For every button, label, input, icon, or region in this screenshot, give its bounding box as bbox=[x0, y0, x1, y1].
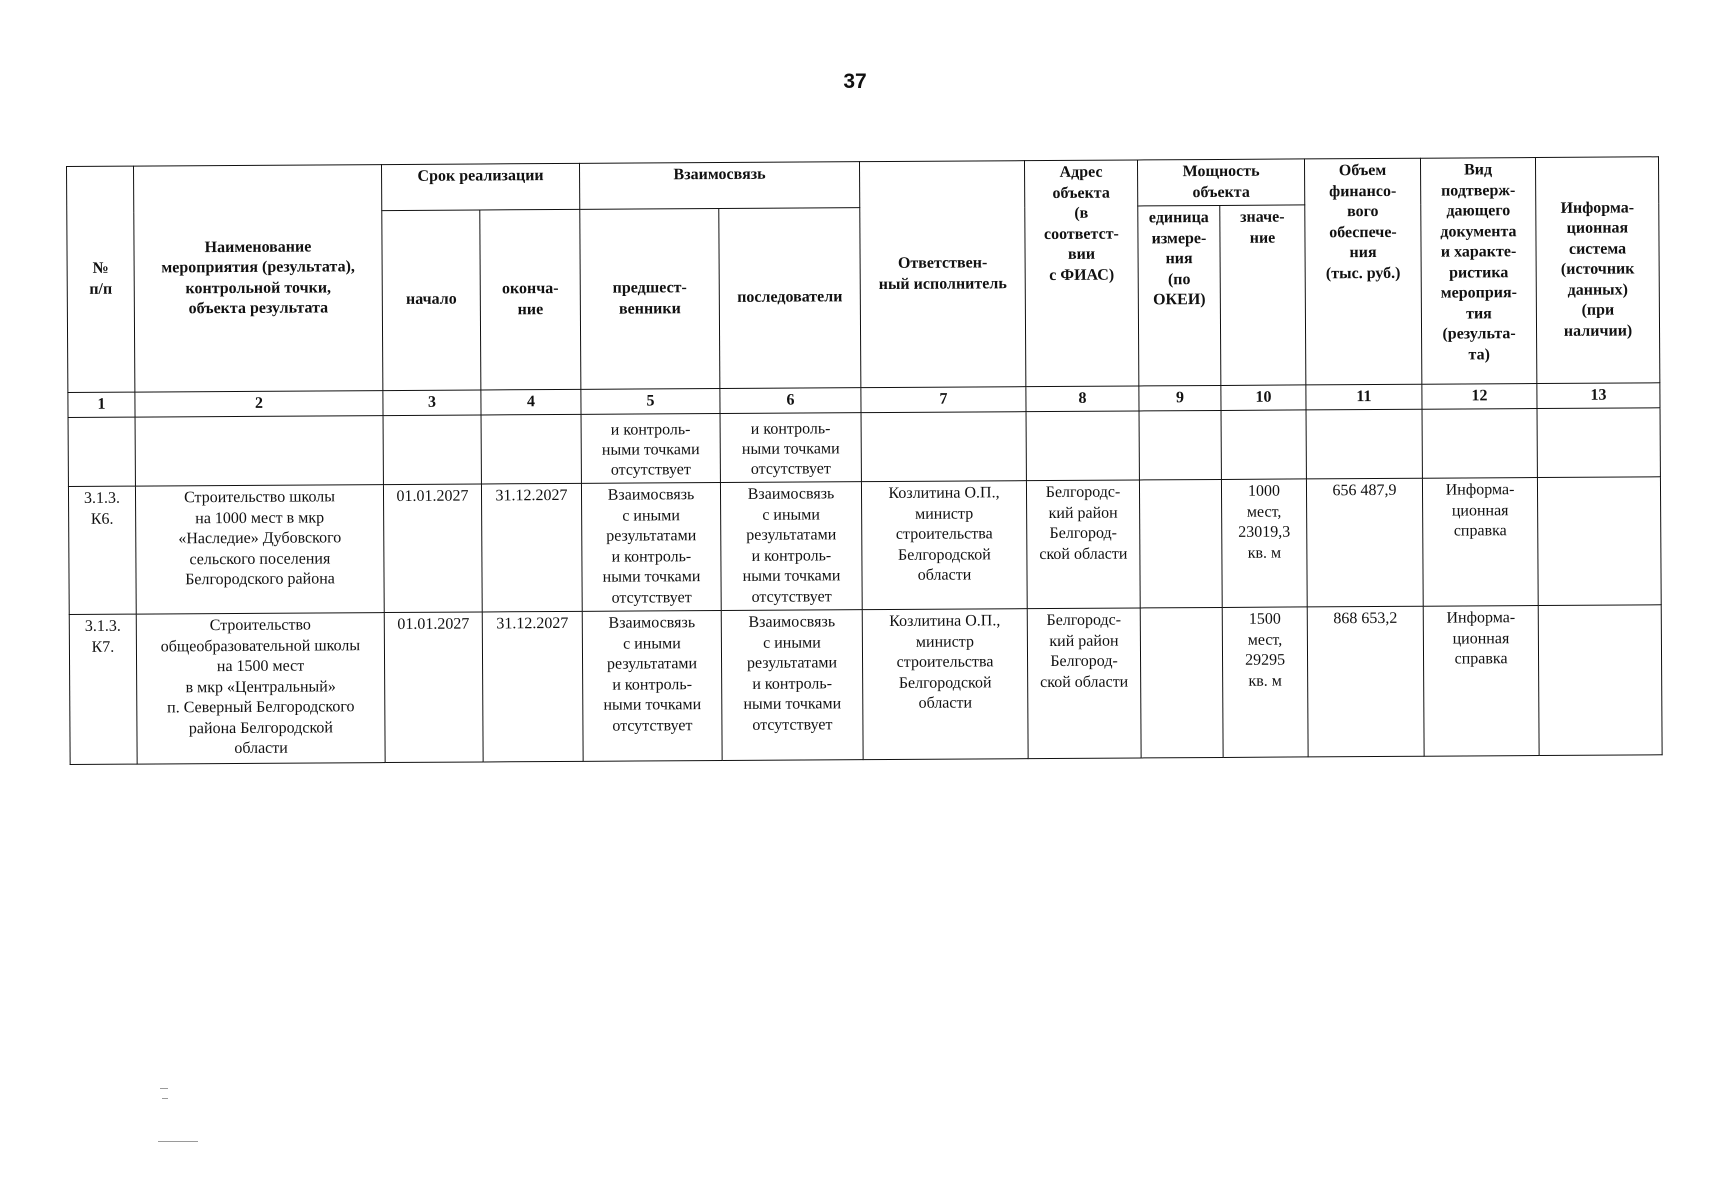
unit-cell bbox=[1140, 607, 1223, 757]
start-date-cell: 01.01.2027 bbox=[383, 484, 482, 613]
column-number: 11 bbox=[1306, 384, 1422, 410]
column-number: 3 bbox=[383, 390, 481, 416]
header-executor: Ответствен- ный исполнитель bbox=[859, 161, 1025, 388]
header-row-1 bbox=[67, 157, 1659, 213]
predecessors-cell: Взаимосвязь с иными результатами и контроль- ными точками отсутствует bbox=[582, 611, 722, 762]
header-relation: Взаимосвязь bbox=[579, 162, 859, 210]
finance-cell: 868 653,2 bbox=[1307, 606, 1424, 757]
doc-type-cell: Информа- ционная справка bbox=[1423, 606, 1539, 757]
empty-cell bbox=[135, 416, 383, 487]
empty-cell bbox=[1221, 410, 1306, 480]
page-number: 37 bbox=[843, 70, 867, 93]
empty-cell bbox=[383, 415, 481, 485]
header-period: Срок реализации bbox=[381, 163, 579, 210]
doc-type-cell: Информа- ционная справка bbox=[1422, 478, 1538, 607]
header-predecessors: предшест- венники bbox=[580, 209, 720, 390]
value-cell: 1500 мест, 29295 кв. м bbox=[1222, 607, 1308, 758]
header-address: Адрес объекта (в соответст- вии с ФИАС) bbox=[1024, 160, 1138, 387]
row-number-cell: 3.1.3. К7. bbox=[69, 614, 137, 764]
executor-cell: Козлитина О.П., министр строительства Белгородской области bbox=[861, 481, 1027, 610]
address-cell: Белгородс- кий район Белгород- ской области bbox=[1026, 480, 1140, 609]
column-number: 7 bbox=[861, 387, 1026, 413]
header-doc-type: Вид подтверж- дающего документа и характе- ристика мероприя- тия (результа- та) bbox=[1420, 158, 1536, 385]
info-system-cell bbox=[1538, 605, 1662, 756]
column-number: 13 bbox=[1537, 383, 1660, 409]
info-system-cell bbox=[1537, 477, 1661, 606]
unit-cell bbox=[1139, 479, 1222, 607]
empty-cell bbox=[1537, 408, 1660, 478]
header-unit: единица измере- ния (по ОКЕИ) bbox=[1138, 205, 1221, 385]
empty-cell bbox=[1306, 409, 1422, 479]
end-date-cell: 31.12.2027 bbox=[482, 611, 583, 762]
name-cell: Строительство школы на 1000 мест в мкр «Наследие» Дубовского сельского поселения Белгородского района bbox=[135, 485, 384, 615]
activities-table bbox=[66, 156, 1663, 765]
value-cell: 1000 мест, 23019,3 кв. м bbox=[1221, 479, 1307, 608]
header-name: Наименование мероприятия (результата), контрольной точки, объекта результата bbox=[134, 165, 383, 393]
empty-cell bbox=[481, 414, 581, 484]
column-number: 9 bbox=[1139, 385, 1221, 411]
column-number: 2 bbox=[135, 391, 383, 418]
empty-cell bbox=[1139, 410, 1221, 479]
predecessors-cell: и контроль- ными точками отсутствует bbox=[581, 414, 720, 484]
column-number: 8 bbox=[1026, 386, 1139, 412]
empty-cell bbox=[68, 417, 135, 486]
column-number: 1 bbox=[68, 392, 135, 417]
header-start: начало bbox=[382, 210, 481, 391]
header-num: № п/п bbox=[67, 166, 135, 392]
header-value: значе- ние bbox=[1220, 205, 1306, 386]
empty-cell bbox=[1026, 411, 1139, 481]
successors-cell: Взаимосвязь с иными результатами и контроль- ными точками отсутствует bbox=[721, 610, 863, 761]
start-date-cell: 01.01.2027 bbox=[384, 612, 483, 763]
header-capacity: Мощность объекта bbox=[1137, 159, 1304, 206]
column-number: 4 bbox=[481, 389, 581, 415]
successors-cell: Взаимосвязь с иными результатами и контроль- ными точками отсутствует bbox=[720, 482, 862, 611]
continuation-row bbox=[68, 408, 1660, 487]
empty-cell bbox=[861, 412, 1026, 482]
column-number: 10 bbox=[1221, 385, 1306, 411]
header-successors: последователи bbox=[719, 208, 861, 389]
column-number: 12 bbox=[1422, 384, 1537, 410]
name-cell: Строительство общеобразовательной школы на 1500 мест в мкр «Центральный» п. Северный Белгородского района Белгородской области bbox=[136, 613, 385, 765]
address-cell: Белгородс- кий район Белгород- ской области bbox=[1027, 608, 1141, 759]
end-date-cell: 31.12.2027 bbox=[481, 483, 582, 612]
scan-artifact bbox=[158, 1141, 198, 1142]
executor-cell: Козлитина О.П., министр строительства Белгородской области bbox=[862, 609, 1028, 760]
predecessors-cell: Взаимосвязь с иными результатами и контроль- ными точками отсутствует bbox=[581, 483, 721, 612]
scan-artifact bbox=[160, 1088, 168, 1089]
scan-artifact bbox=[162, 1098, 168, 1099]
successors-cell: и контроль- ными точками отсутствует bbox=[720, 413, 861, 483]
empty-cell bbox=[1422, 409, 1537, 479]
column-number: 5 bbox=[581, 389, 720, 415]
table-row bbox=[69, 605, 1662, 765]
column-number: 6 bbox=[720, 388, 861, 414]
header-end: оконча- ние bbox=[480, 209, 581, 390]
header-finance: Объем финансо- вого обеспече- ния (тыс. руб.) bbox=[1304, 158, 1421, 385]
row-number-cell: 3.1.3. К6. bbox=[68, 486, 136, 614]
finance-cell: 656 487,9 bbox=[1306, 478, 1423, 607]
header-info-system: Информа- ционная система (источник данных) (при наличии) bbox=[1535, 157, 1659, 384]
table-row bbox=[68, 477, 1661, 615]
